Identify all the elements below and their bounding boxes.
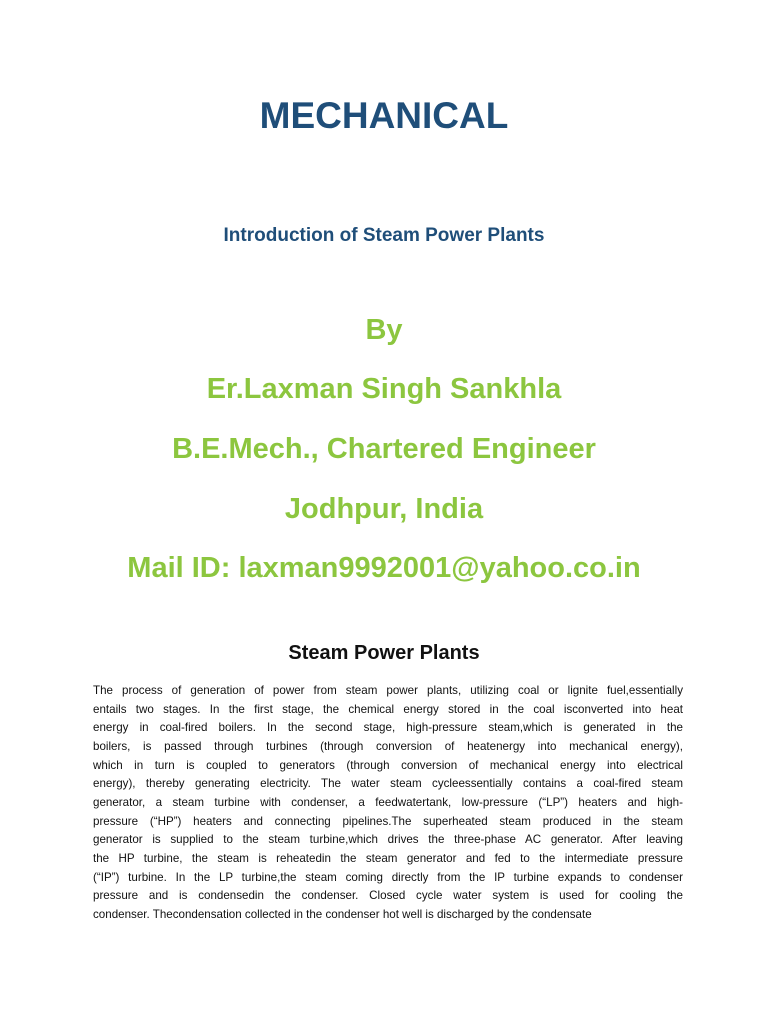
author-name: Er.Laxman Singh Sankhla	[206, 373, 562, 405]
paragraph-line: which in turn is coupled to generators (through conversion of mechanical energy into electrical	[93, 758, 683, 772]
author-qualification: B.E.Mech., Chartered Engineer	[172, 433, 596, 465]
paragraph-line: energy in coal-fired boilers. In the second stage, high-pressure steam,which is generated in the	[93, 721, 683, 735]
paragraph-line: generator is supplied to the steam turbine,which drives the three-phase AC generator. After leaving	[93, 833, 683, 847]
paragraph-line: boilers, is passed through turbines (through conversion of heatenergy into mechanical energy),	[93, 739, 683, 753]
paragraph-line: The process of generation of power from steam power plants, utilizing coal or lignite fuel,essentially	[93, 684, 683, 697]
paragraph-line: the HP turbine, the steam is reheatedin the steam generator and fed to the intermediate pressure	[93, 851, 683, 865]
author-location: Jodhpur, India	[284, 493, 484, 525]
paragraph-line: entails two stages. In the first stage, the chemical energy stored in the coal isconverted into heat	[93, 702, 683, 716]
document-subtitle: Introduction of Steam Power Plants	[223, 225, 545, 246]
paragraph-line: pressure and is condensedin the condenser. Closed cycle water system is used for cooling the	[93, 889, 683, 903]
paragraph-line: generator, a steam turbine with condenser, a feedwatertank, low-pressure (“LP”) heaters and high-	[93, 795, 683, 809]
author-by: By	[365, 314, 403, 346]
section-paragraph	[93, 682, 683, 925]
author-email: Mail ID: laxman9992001@yahoo.co.in	[127, 552, 641, 584]
section-heading: Steam Power Plants	[288, 642, 480, 664]
paragraph-line: (“IP”) turbine. In the LP turbine,the steam coming directly from the IP turbine expands to condenser	[93, 870, 683, 884]
paragraph-line: pressure (“HP”) heaters and connecting pipelines.The superheated steam produced in the steam	[93, 814, 683, 828]
paragraph-line: energy), thereby generating electricity. The water steam cycleessentially contains a coal-fired steam	[93, 777, 683, 791]
paragraph-line: condenser. Thecondensation collected in the condenser hot well is discharged by the condensate	[93, 907, 592, 921]
document-title: MECHANICAL	[259, 95, 509, 136]
